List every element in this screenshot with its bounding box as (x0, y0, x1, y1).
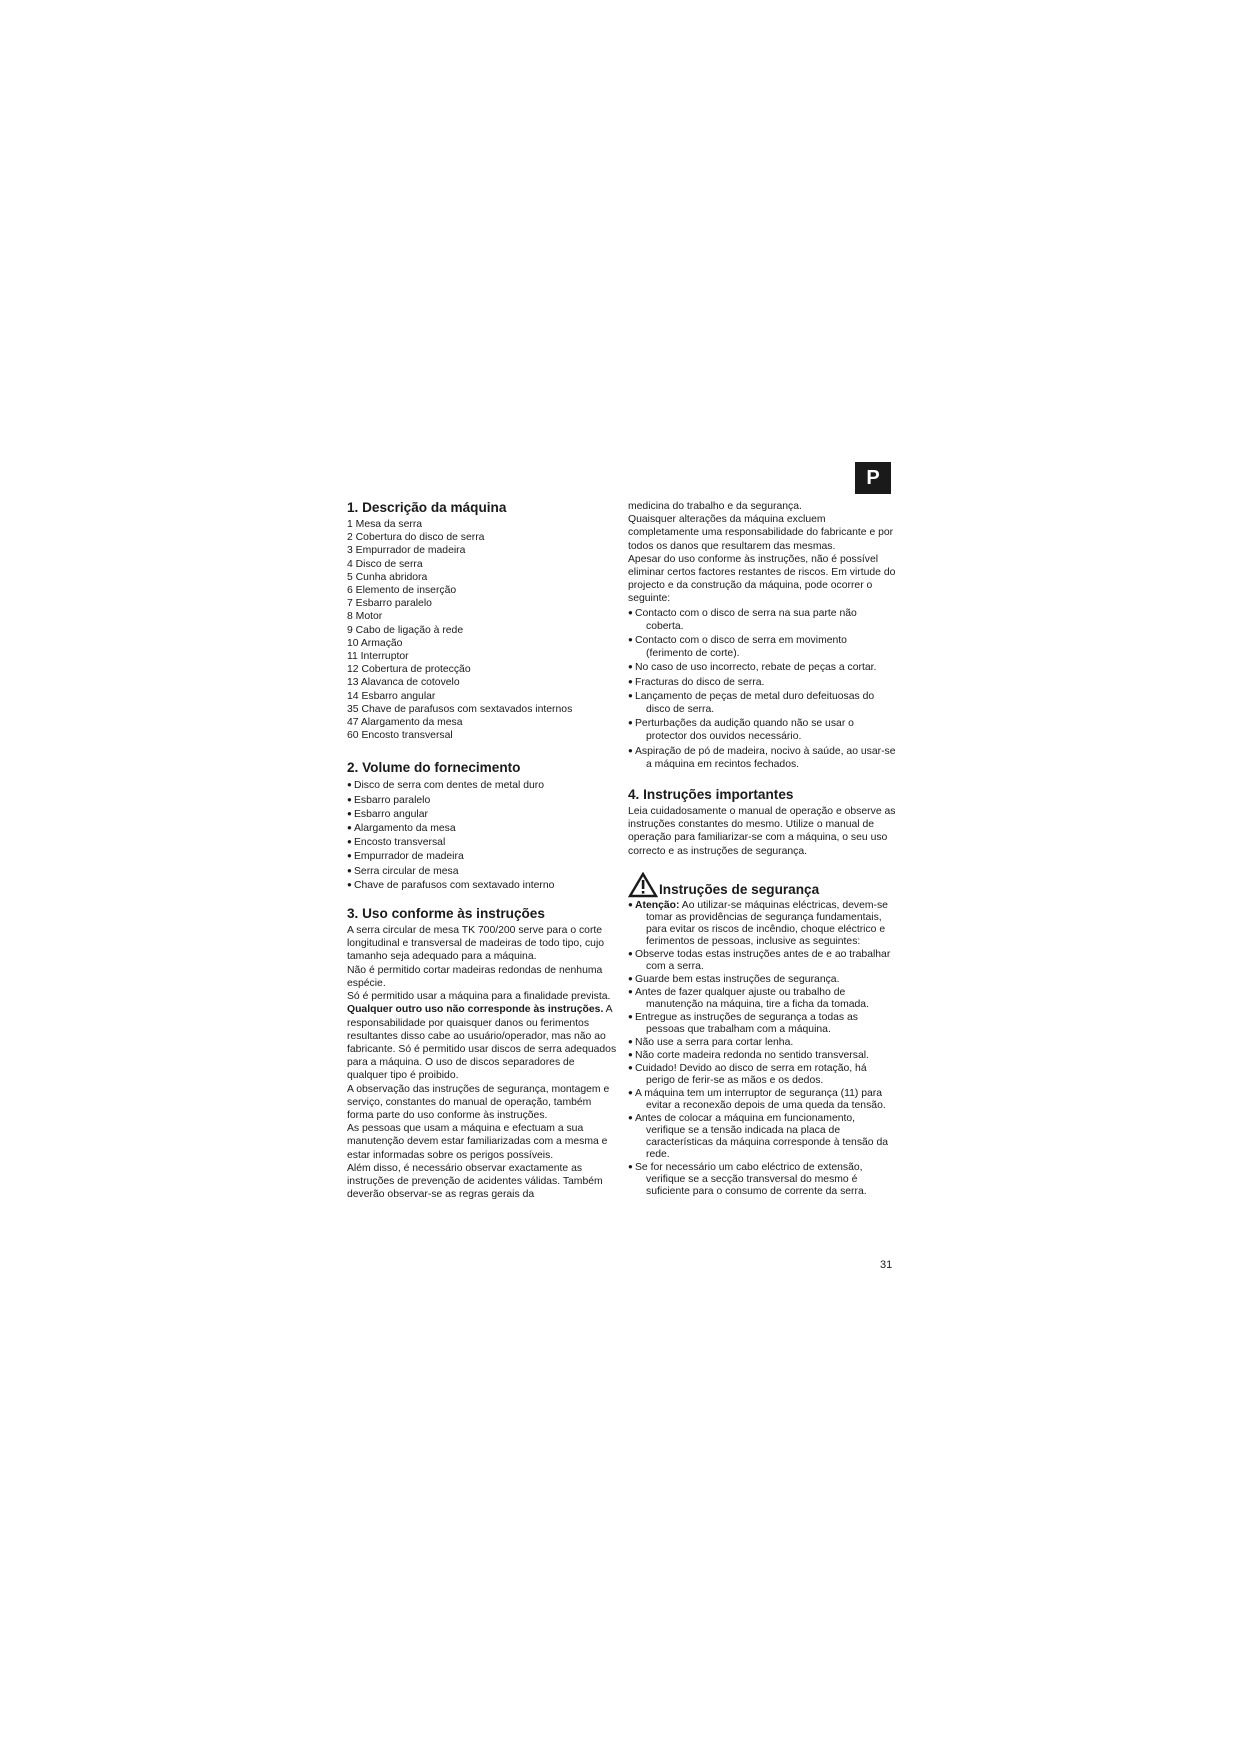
list-item: ● Aspiração de pó de madeira, nocivo à saúde, ao usar-se a máquina em recintos fechados. (628, 744, 896, 771)
safety-list (628, 899, 896, 1198)
list-item: 1 Mesa da serra (347, 519, 423, 530)
list-item: ● Chave de parafusos com sextavado interno (347, 878, 617, 892)
delivery-list (347, 778, 617, 892)
list-item: 13 Alavanca de cotovelo (347, 677, 460, 689)
list-item: 6 Elemento de inserção (347, 585, 457, 597)
warning-triangle-icon (628, 872, 658, 898)
list-item: ● No caso de uso incorrecto, rebate de peças a cortar. (628, 660, 896, 674)
text: A responsabilidade por quaisquer danos ou ferimentos resultantes disso cabe ao usuário/operador, mas não ao fabricante. Só é permitido usar discos de serra adequados para a máquina. O uso de discos separadores de qualquer tipo é proibido. (347, 1004, 617, 1082)
list-item: ● A máquina tem um interruptor de segurança (11) para evitar a reconexão depois de uma queda da tensão. (628, 1087, 896, 1112)
list-item: 47 Alargamento da mesa (347, 717, 463, 729)
section-machine-description (347, 500, 617, 742)
list-item: ● Esbarro angular (347, 807, 617, 821)
list-item: ● Se for necessário um cabo eléctrico de extensão, verifique se a secção transversal do mesmo é suficiente para o consumo de corrente da serra. (628, 1161, 896, 1198)
list-item: 14 Esbarro angular (347, 690, 436, 702)
paragraph: Leia cuidadosamente o manual de operação e observe as instruções constantes do mesmo. Utilize o manual de operação para familiarizar-se com a máquina, o seu uso correcto e as instruções de segurança. (628, 806, 896, 857)
list-item: ● Encosto transversal (347, 835, 617, 849)
left-column (347, 500, 617, 1215)
text: Ao utilizar-se máquinas eléctricas, devem-se tomar as providências de segurança fundamentais, para evitar os riscos de incêndio, choque eléctrico e ferimentos de pessoas, inclusive as seguintes: (646, 899, 888, 947)
paragraph: Só é permitido usar a máquina para a finalidade prevista. (347, 991, 611, 1003)
paragraph: Além disso, é necessário observar exactamente as instruções de prevenção de acidentes válidas. Também deverão observar-se as regras gerais da (347, 1162, 603, 1201)
section-safety-instructions (628, 872, 896, 1198)
list-item: ● Não use a serra para cortar lenha. (628, 1036, 896, 1049)
list-item: 11 Interruptor (347, 651, 409, 663)
risk-list (628, 606, 896, 771)
section-intended-use (347, 906, 617, 1201)
list-item: ● Entregue as instruções de segurança a todas as pessoas que trabalham com a máquina. (628, 1011, 896, 1036)
parts-list (347, 518, 617, 742)
list-item: ● Esbarro paralelo (347, 793, 617, 807)
list-item: ● Lançamento de peças de metal duro defeituosas do disco de serra. (628, 689, 896, 716)
list-item: 9 Cabo de ligação à rede (347, 624, 464, 636)
list-item: ● Cuidado! Devido ao disco de serra em rotação, há perigo de ferir-se as mãos e os dedos. (628, 1062, 896, 1087)
right-column (628, 500, 896, 1198)
list-item: ● Disco de serra com dentes de metal duro (347, 778, 617, 792)
list-item: ● Antes de colocar a máquina em funcionamento, verifique se a tensão indicada na placa de características da máquina corresponde à tensão da rede. (628, 1112, 896, 1161)
list-item: ● Não corte madeira redonda no sentido transversal. (628, 1049, 896, 1062)
list-item: ● Observe todas estas instruções antes de e ao trabalhar com a serra. (628, 948, 896, 973)
list-item: ● Fracturas do disco de serra. (628, 675, 896, 689)
paragraph (347, 1003, 617, 1082)
section-title: 3. Uso conforme às instruções (347, 906, 545, 922)
list-item: ● Contacto com o disco de serra na sua parte não coberta. (628, 606, 896, 633)
list-item (628, 899, 896, 948)
section-important-instructions (628, 787, 896, 858)
section-delivery-scope (347, 760, 617, 892)
list-item: ● Contacto com o disco de serra em movimento (ferimento de corte). (628, 633, 896, 660)
paragraph: A serra circular de mesa TK 700/200 serve para o corte longitudinal e transversal de madeiras de todo tipo, cujo tamanho seja adequado para a máquina. (347, 925, 605, 963)
section-title: 1. Descrição da máquina (347, 500, 507, 515)
section-title: 2. Volume do fornecimento (347, 760, 521, 776)
list-item: 35 Chave de parafusos com sextavados internos (347, 703, 573, 715)
list-item: 3 Empurrador de madeira (347, 545, 466, 557)
list-item: ● Alargamento da mesa (347, 821, 617, 835)
list-item: 7 Esbarro paralelo (347, 598, 432, 610)
paragraph: As pessoas que usam a máquina e efectuam a sua manutenção devem estar familiarizadas com a mesma e estar informadas sobre os perigos possíveis. (347, 1123, 608, 1161)
list-item: 12 Cobertura de protecção (347, 664, 471, 676)
list-item: 5 Cunha abridora (347, 571, 428, 583)
list-item: ● Serra circular de mesa (347, 864, 617, 878)
bold-text: Atenção: (635, 899, 680, 911)
bold-text: Qualquer outro uso não corresponde às instruções. (347, 1004, 604, 1016)
list-item: 2 Cobertura do disco de serra (347, 532, 485, 544)
language-badge: P (855, 462, 891, 494)
paragraph: A observação das instruções de segurança, montagem e serviço, constantes do manual de operação, também forma parte do uso conforme às instruções. (347, 1083, 610, 1121)
list-item: ● Antes de fazer qualquer ajuste ou trabalho de manutenção na máquina, tire a ficha da tomada. (628, 986, 896, 1011)
page-number: 31 (880, 1259, 893, 1271)
safety-heading (628, 872, 896, 898)
section-title: Instruções de segurança (659, 881, 820, 897)
list-item: 4 Disco de serra (347, 558, 423, 570)
paragraph: Apesar do uso conforme às instruções, não é possível eliminar certos factores restantes de riscos. Em virtude do projecto e da construção da máquina, pode ocorrer o seguinte: (628, 553, 896, 605)
paragraph: Quaisquer alterações da máquina excluem completamente uma responsabilidade do fabricante e por todos os danos que resultarem das mesmas. (628, 514, 894, 552)
list-item: ● Empurrador de madeira (347, 849, 617, 863)
list-item: ● Guarde bem estas instruções de segurança. (628, 973, 896, 986)
list-item: 8 Motor (347, 611, 383, 623)
list-item: 60 Encosto transversal (347, 730, 453, 742)
paragraph: Não é permitido cortar madeiras redondas de nenhuma espécie. (347, 964, 603, 989)
list-item: ● Perturbações da audição quando não se usar o protector dos ouvidos necessário. (628, 716, 896, 743)
list-item: 10 Armação (347, 637, 403, 649)
section-title: 4. Instruções importantes (628, 787, 794, 803)
paragraph: medicina do trabalho e da segurança. (628, 501, 802, 512)
